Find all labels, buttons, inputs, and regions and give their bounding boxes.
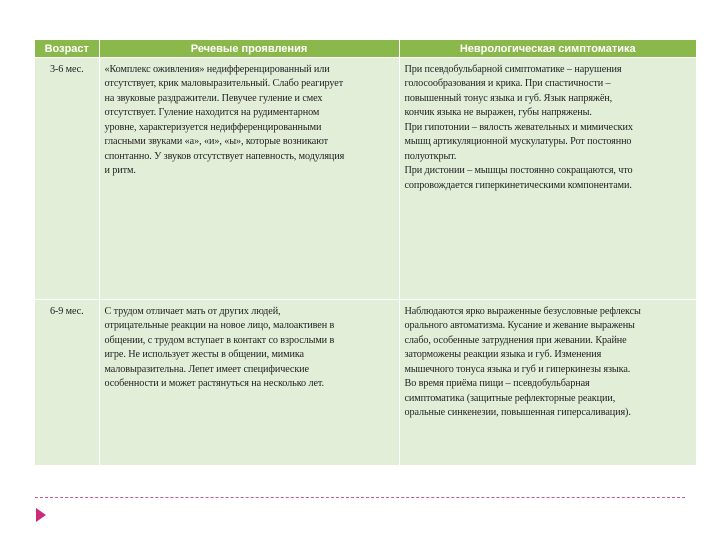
text-line: Во время приёма пищи – псевдобульбарная xyxy=(404,378,590,390)
text-line: отсутствует, крик маловыразительный. Слабо реагирует xyxy=(104,78,344,90)
text-line: повышенный тонус языка и губ. Язык напряжён, xyxy=(404,92,613,104)
text-line: мышечного тонуса языка и губ и гиперкинезы языка. xyxy=(404,363,631,375)
text-line: отсутствует. Гуление находится на рудиментарном xyxy=(104,107,320,119)
text-line: Наблюдаются ярко выраженные безусловные рефлексы xyxy=(404,306,641,317)
header-age: Возраст xyxy=(35,40,99,58)
text-line: на звуковые раздражители. Певучее гуление и смех xyxy=(104,92,323,104)
text-line: оральные синкенезии, повышенная гиперсаливация). xyxy=(404,407,631,419)
development-table xyxy=(35,40,696,465)
text-line: особенности и может растянуться на несколько лет. xyxy=(104,378,324,390)
header-speech: Речевые проявления xyxy=(99,40,399,58)
text-line: При гипотонии – вялость жевательных и мимических xyxy=(404,121,633,133)
cell-neuro xyxy=(399,300,696,466)
cell-neuro xyxy=(399,58,696,300)
text-line: голосообразования и крика. При спастичности – xyxy=(404,78,611,90)
table-header-row xyxy=(35,40,696,58)
table-row xyxy=(35,300,696,466)
text-line: слабо, особенные затруднения при жевании. Крайне xyxy=(404,334,627,346)
text-line: гласными звуками «а», «и», «ы», которые возникают xyxy=(104,136,328,148)
cell-age: 6-9 мес. xyxy=(35,300,99,466)
text-line: «Комплекс оживления» недифференцированный или xyxy=(104,64,330,75)
text-line: заторможены реакции языка и губ. Изменения xyxy=(404,349,602,361)
table-row xyxy=(35,58,696,300)
text-line: При дистонии – мышцы постоянно сокращаются, что xyxy=(404,165,633,177)
triangle-marker-icon xyxy=(36,508,46,522)
text-line: полуоткрыт. xyxy=(404,150,457,162)
text-line: отрицательные реакции на новое лицо, малоактивен в xyxy=(104,320,335,332)
text-line: спонтанно. У звуков отсутствует напевность, модуляция xyxy=(104,150,345,162)
text-line: и ритм. xyxy=(104,165,136,177)
text-line: кончик языка не выражен, губы напряжены. xyxy=(404,107,592,119)
header-neuro: Неврологическая симптоматика xyxy=(399,40,696,58)
text-line: уровне, характеризуется недифференцированными xyxy=(104,121,322,133)
dashed-divider xyxy=(35,497,685,498)
text-line: При псевдобульбарной симптоматике – нарушения xyxy=(404,64,622,75)
text-line: общении, с трудом вступает в контакт со взрослыми в xyxy=(104,334,335,346)
cell-speech xyxy=(99,58,399,300)
cell-age: 3-6 мес. xyxy=(35,58,99,300)
text-line: маловыразительна. Лепет имеет специфические xyxy=(104,363,309,375)
text-line: сопровождается гиперкинетическими компонентами. xyxy=(404,179,632,191)
text-line: орального автоматизма. Кусание и жевание выражены xyxy=(404,320,635,332)
text-line: мышц артикуляционной мускулатуры. Рот постоянно xyxy=(404,136,632,148)
text-line: С трудом отличает мать от других людей, xyxy=(104,306,281,317)
text-line: симптоматика (защитные рефлекторные реакции, xyxy=(404,392,616,404)
cell-speech xyxy=(99,300,399,466)
text-line: игре. Не использует жесты в общении, мимика xyxy=(104,349,304,361)
